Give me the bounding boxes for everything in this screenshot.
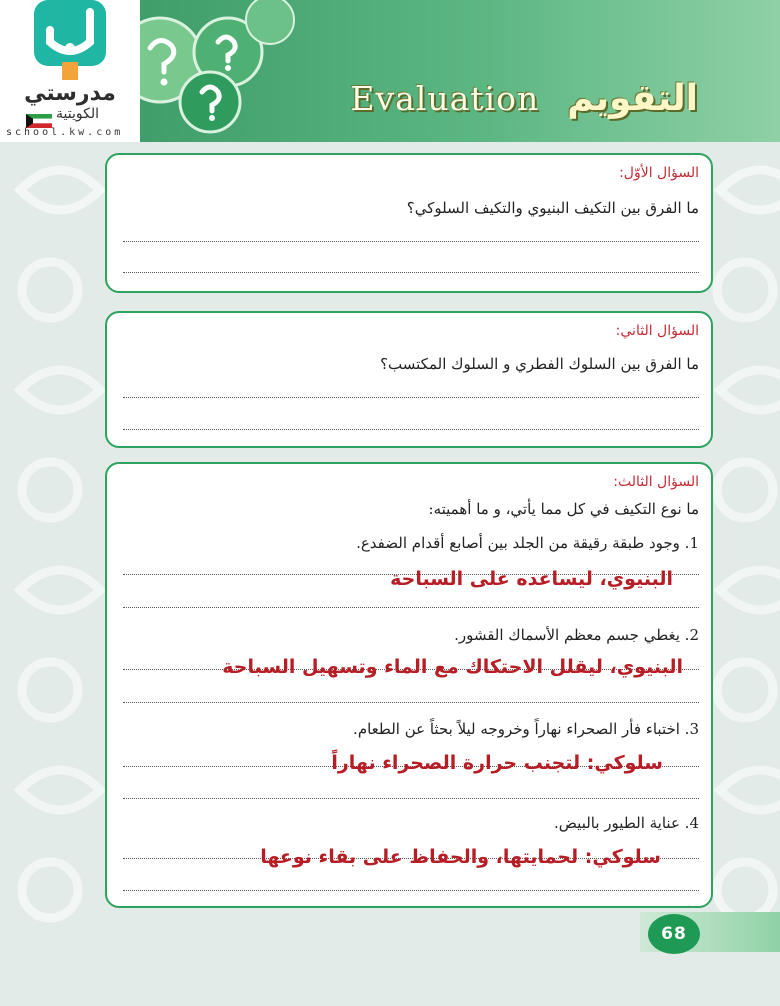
answer-line[interactable] [123, 241, 699, 242]
question-3-item-3: 3. اختباء فأر الصحراء نهاراً وخروجه ليلاً بحثاً عن الطعام. [353, 720, 699, 738]
site-logo [0, 0, 140, 142]
logo-subtitle: الكويتية [56, 106, 99, 122]
question-2-text: ما الفرق بين السلوك الفطري و السلوك المكتسب؟ [380, 355, 699, 373]
answer-line[interactable] [123, 890, 699, 891]
title-english: Evaluation [350, 78, 540, 118]
question-3-item-1: 1. وجود طبقة رقيقة من الجلد بين أصابع أقدام الضفدع. [356, 534, 699, 552]
answer-item-3: سلوكي: لتجنب حرارة الصحراء نهاراً [331, 752, 663, 774]
answer-line[interactable] [123, 272, 699, 273]
answer-line[interactable] [123, 798, 699, 799]
answer-item-4: سلوكي: لحمايتها، والحفاظ على بقاء نوعها [260, 846, 661, 868]
question-3-item-4: 4. عناية الطيور بالبيض. [554, 814, 699, 832]
question-3-label: السؤال الثالث: [613, 474, 699, 490]
question-1-label: السؤال الأوّل: [619, 165, 699, 181]
question-2-box [105, 311, 713, 448]
logo-website: school.kw.com [6, 127, 124, 138]
question-3-box [105, 462, 713, 908]
question-3-item-2: 2. يغطي جسم معظم الأسماك القشور. [454, 626, 699, 644]
answer-item-2: البنيوي، ليقلل الاحتكاك مع الماء وتسهيل السباحة [222, 656, 683, 678]
title-arabic: التقويم [567, 77, 698, 119]
question-3-text: ما نوع التكيف في كل مما يأتي، و ما أهميته: [428, 500, 699, 518]
page-title [350, 68, 698, 128]
answer-line[interactable] [123, 607, 699, 608]
answer-item-1: البنيوي، ليساعده على السباحة [390, 568, 673, 590]
logo-mark-icon [28, 0, 112, 82]
answer-line[interactable] [123, 397, 699, 398]
logo-name: مدرستي [24, 81, 116, 106]
answer-line[interactable] [123, 429, 699, 430]
question-mark-circles-decoration [130, 0, 310, 142]
answer-line[interactable] [123, 702, 699, 703]
page-number: 68 [648, 914, 700, 954]
question-2-label: السؤال الثاني: [615, 323, 699, 339]
question-1-box [105, 153, 713, 293]
kuwait-flag-icon [26, 114, 52, 128]
question-1-text: ما الفرق بين التكيف البنيوي والتكيف السلوكي؟ [406, 199, 699, 217]
